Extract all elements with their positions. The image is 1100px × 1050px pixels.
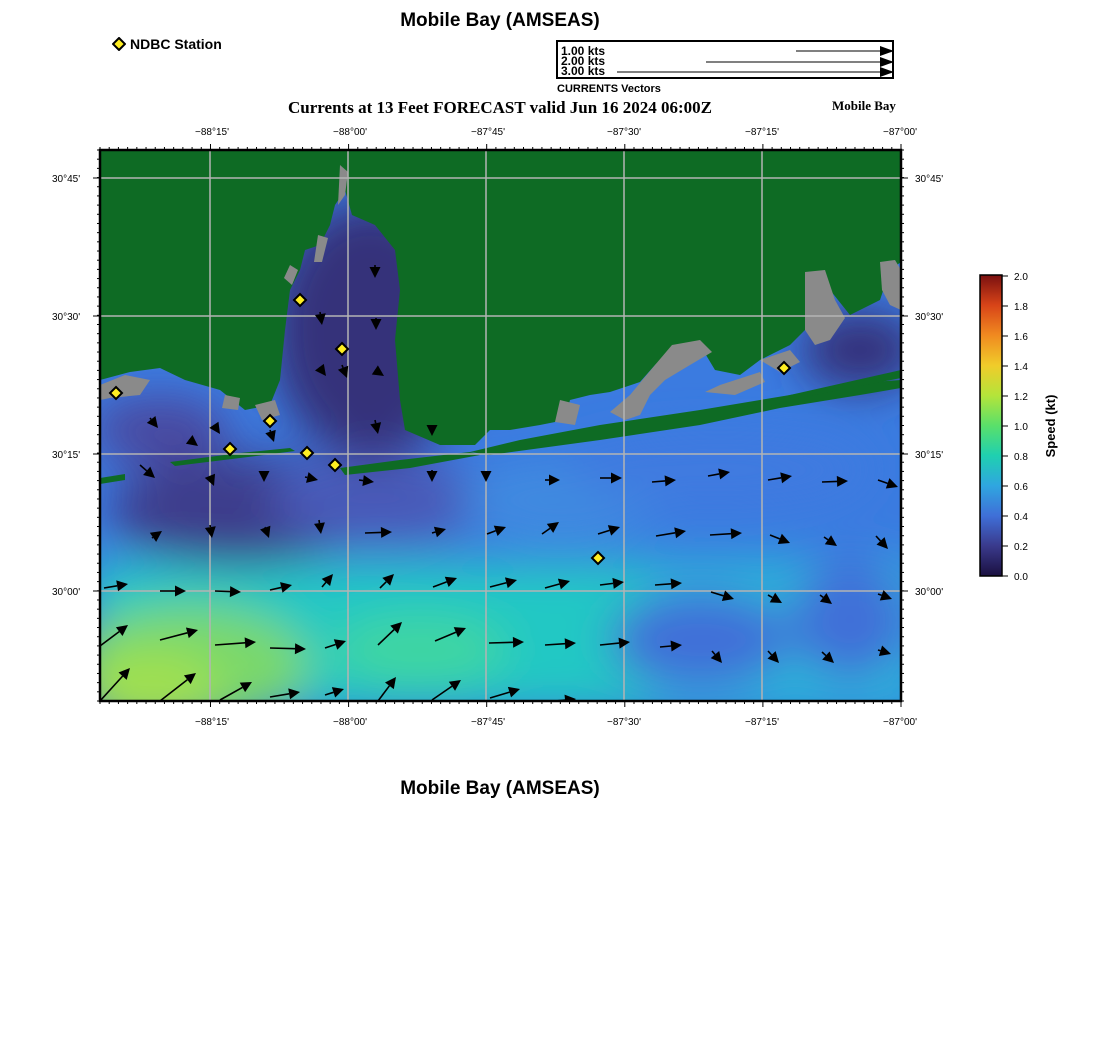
y-tick-label-left: 30°30' [52,312,81,323]
colorbar [980,272,1058,583]
colorbar-tick-label: 1.0 [1014,422,1028,433]
region-label: Mobile Bay [832,98,896,113]
colorbar-tick-label: 0.0 [1014,572,1028,583]
y-tick-label-right: 30°30' [915,312,944,323]
colorbar-tick-label: 0.2 [1014,542,1028,553]
y-tick-label-right: 30°45' [915,174,944,185]
x-tick-label-top: −87°00' [883,127,917,138]
colorbar-tick-label: 0.8 [1014,452,1028,463]
y-tick-label-right: 30°15' [915,450,944,461]
colorbar-tick-label: 0.6 [1014,482,1028,493]
x-tick-label-bottom: −87°15' [745,717,779,728]
page-title-bottom: Mobile Bay (AMSEAS) [400,778,600,799]
y-tick-label-left: 30°00' [52,587,81,598]
vector-legend-entry: 3.00 kts [561,64,606,77]
colorbar-tick-label: 1.8 [1014,302,1028,313]
map-title: Currents at 13 Feet FORECAST valid Jun 16 2024 06:00Z [288,98,712,117]
colorbar-tick-label: 1.4 [1014,362,1028,373]
vector-legend-entry: 2.00 kts [561,54,606,68]
station-legend-label: NDBC Station [130,36,222,52]
x-tick-label-bottom: −87°45' [471,717,505,728]
x-tick-label-bottom: −88°00' [333,717,367,728]
x-tick-label-top: −88°00' [333,127,367,138]
colorbar-gradient [980,275,1002,576]
x-tick-label-bottom: −88°15' [195,717,229,728]
y-tick-label-right: 30°00' [915,587,944,598]
page-title: Mobile Bay (AMSEAS) [400,10,600,31]
colorbar-tick-label: 1.6 [1014,332,1028,343]
x-tick-label-top: −88°15' [195,127,229,138]
x-tick-label-top: −87°15' [745,127,779,138]
colorbar-label: Speed (kt) [1043,394,1058,458]
colorbar-tick-label: 0.4 [1014,512,1028,523]
vector-legend-entry: 1.00 kts [561,44,606,58]
y-tick-label-left: 30°45' [52,174,81,185]
colorbar-tick-label: 2.0 [1014,272,1028,283]
vector-legend-title: CURRENTS Vectors [557,83,661,95]
colorbar-tick-label: 1.2 [1014,392,1028,403]
x-tick-label-top: −87°45' [471,127,505,138]
x-tick-label-top: −87°30' [607,127,641,138]
x-tick-label-bottom: −87°00' [883,717,917,728]
y-tick-label-left: 30°15' [52,450,81,461]
x-tick-label-bottom: −87°30' [607,717,641,728]
